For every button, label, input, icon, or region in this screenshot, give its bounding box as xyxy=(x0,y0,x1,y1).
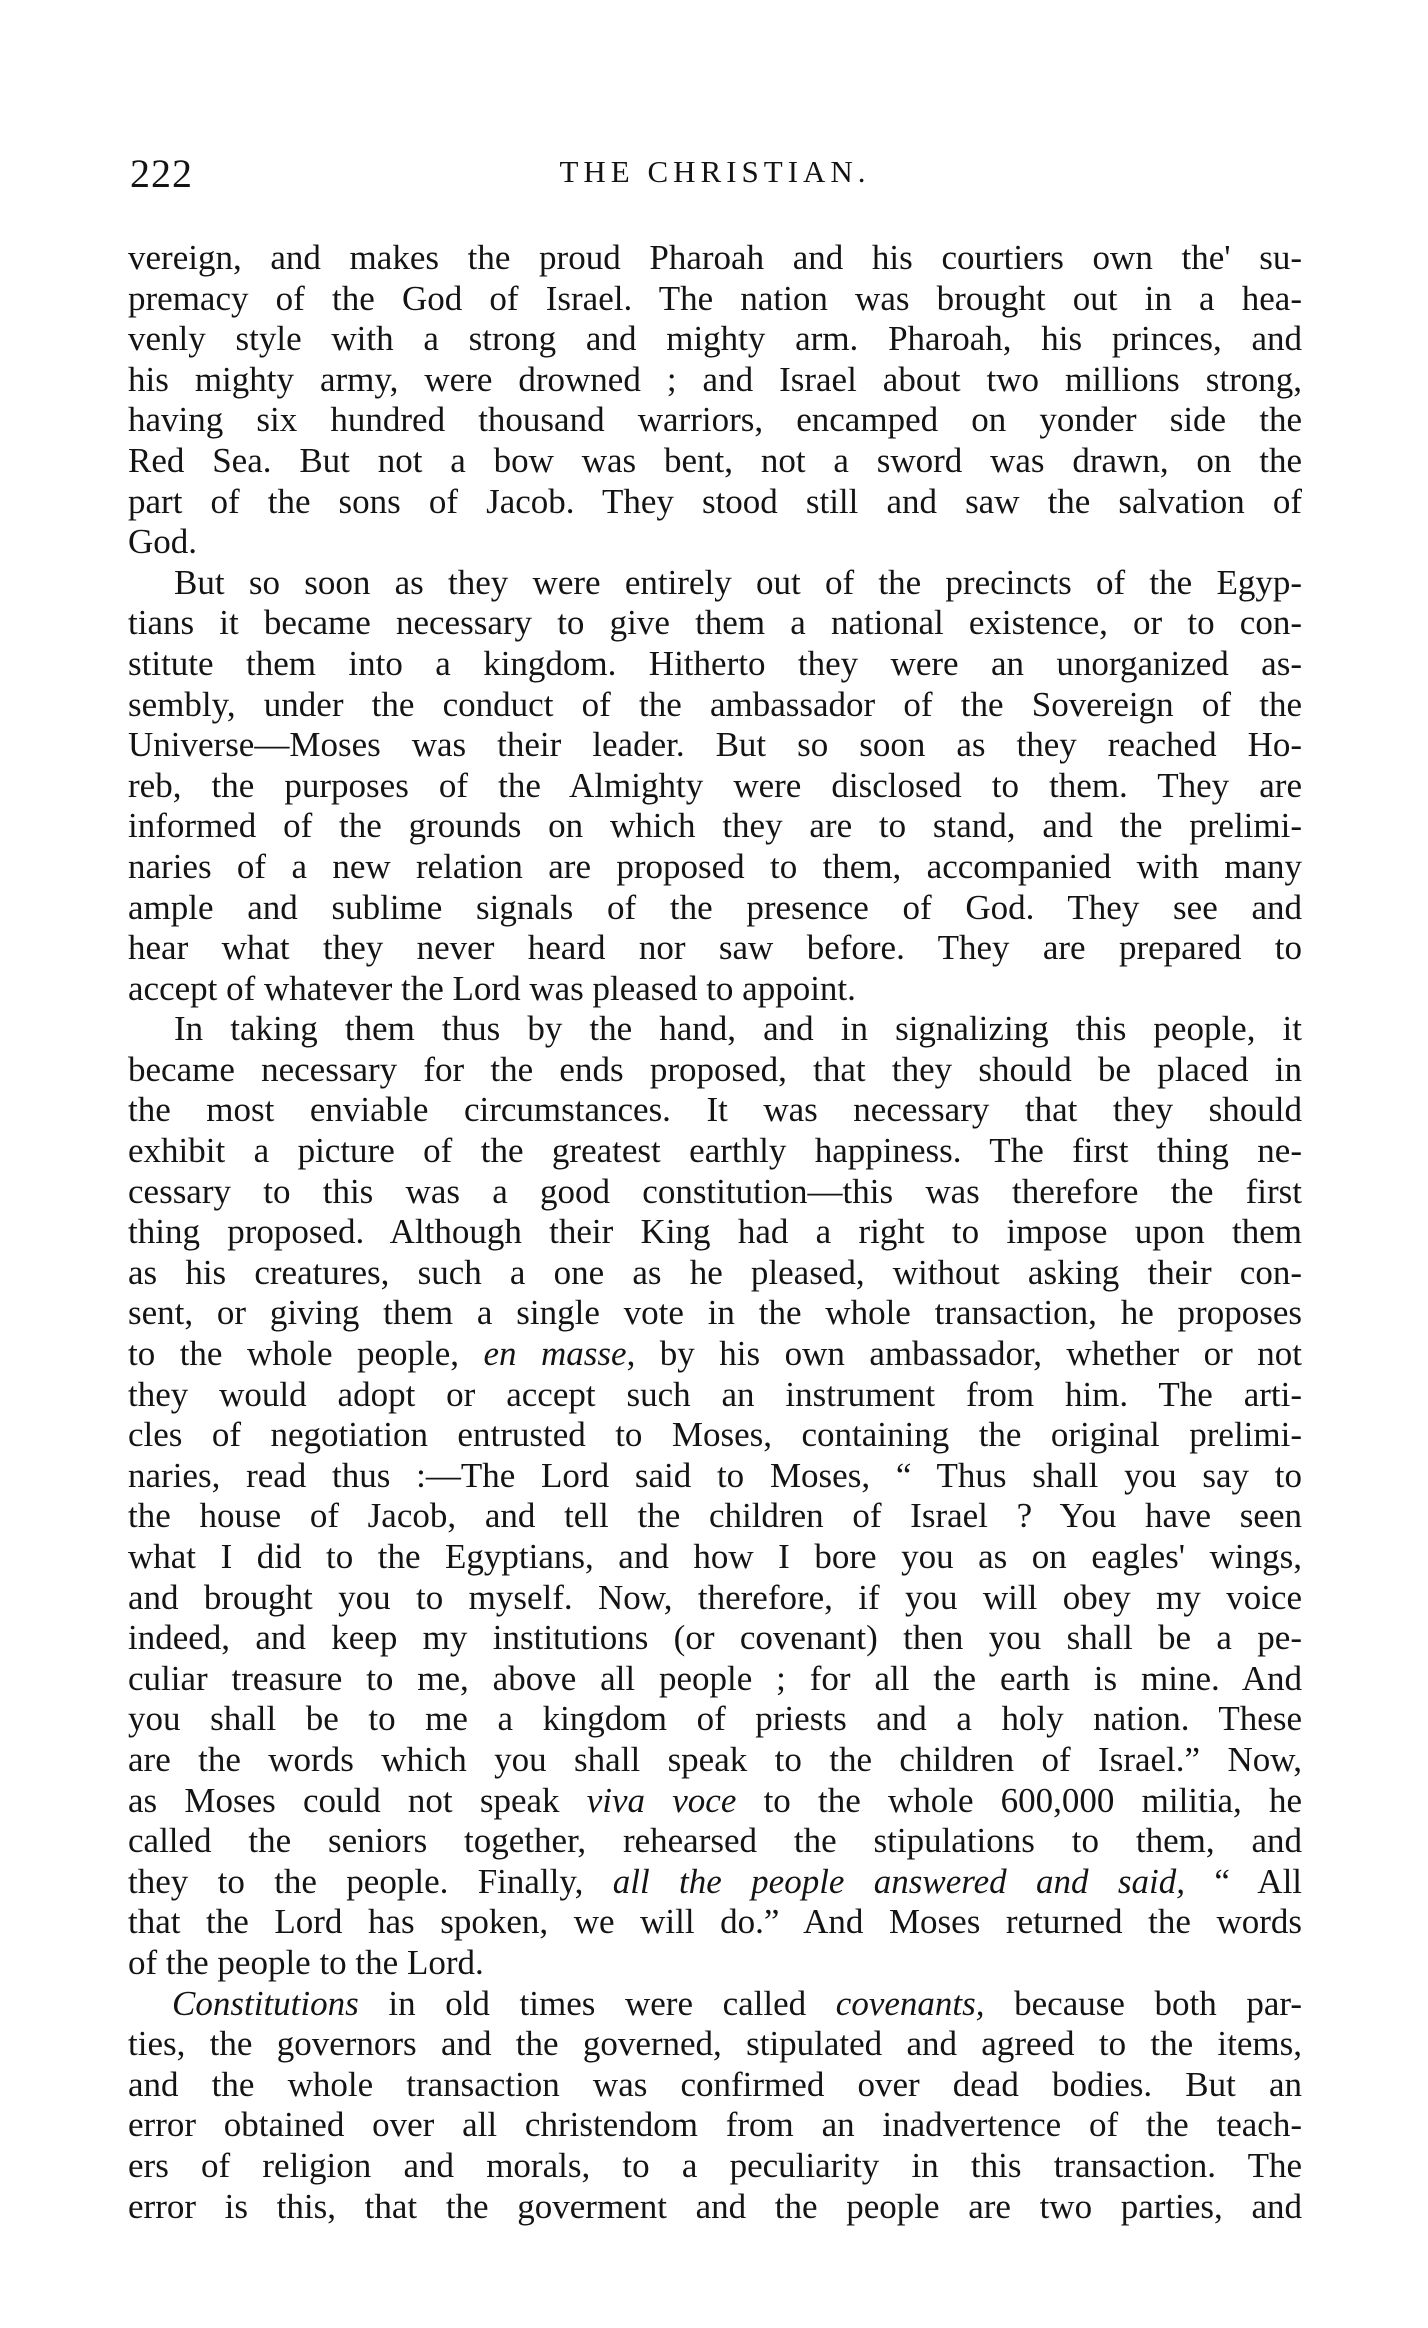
text-line: ties, the governors and the governed, stipulated and agreed to the items, xyxy=(128,2024,1302,2064)
text-line: hear what they never heard nor saw before. They are prepared to xyxy=(128,928,1302,968)
text-line: part of the sons of Jacob. They stood still and saw the salvation of xyxy=(128,481,1302,521)
italic-phrase: en masse xyxy=(483,1334,627,1374)
text-line: tians it became necessary to give them a national existence, or to con- xyxy=(128,603,1302,643)
text-line: reb, the purposes of the Almighty were disclosed to them. They are xyxy=(128,765,1302,805)
text-segment: as Moses could not speak xyxy=(128,1780,560,1820)
italic-phrase: viva voce xyxy=(586,1780,737,1820)
text-line: became necessary for the ends proposed, that they should be placed in xyxy=(128,1049,1302,1089)
text-line: venly style with a strong and mighty arm. Pharoah, his princes, and xyxy=(128,319,1302,359)
text-line: vereign, and makes the proud Pharoah and his courtiers own the' su- xyxy=(128,238,1302,277)
italic-phrase: Constitutions xyxy=(172,1983,359,2023)
page-number: 222 xyxy=(130,151,193,196)
text-line: ample and sublime signals of the presence of God. They see and xyxy=(128,887,1302,927)
text-line: you shall be to me a kingdom of priests and a holy nation. These xyxy=(128,1699,1302,1739)
text-line: error is this, that the goverment and the people are two parties, and xyxy=(128,2186,1302,2226)
text-line: called the seniors together, rehearsed the stipulations to them, and xyxy=(128,1821,1302,1861)
text-line: the house of Jacob, and tell the children of Israel ? You have seen xyxy=(128,1496,1302,1536)
body-text xyxy=(128,238,1302,2227)
text-line: God. xyxy=(128,522,198,562)
text-line: exhibit a picture of the greatest earthly happiness. The first thing ne- xyxy=(128,1131,1302,1171)
page-header xyxy=(130,150,1300,200)
text-segment: “ All xyxy=(1214,1861,1302,1901)
text-line: his mighty army, were drowned ; and Israel about two millions strong, xyxy=(128,359,1302,399)
italic-phrase: all the people answered and said, xyxy=(612,1861,1185,1901)
text-line: Universe—Moses was their leader. But so soon as they reached Ho- xyxy=(128,725,1302,765)
text-line: and the whole transaction was confirmed over dead bodies. But an xyxy=(128,2064,1302,2104)
text-line: stitute them into a kingdom. Hitherto they were an unorganized as- xyxy=(128,643,1302,683)
text-line: error obtained over all christendom from an inadvertence of the teach- xyxy=(128,2105,1302,2145)
text-line: as his creatures, such a one as he pleased, without asking their con- xyxy=(128,1252,1302,1292)
text-line: sembly, under the conduct of the ambassador of the Sovereign of the xyxy=(128,684,1302,724)
text-segment: to the whole people, xyxy=(128,1334,460,1374)
text-line xyxy=(128,1781,1302,1822)
text-line: are the words which you shall speak to the children of Israel.” Now, xyxy=(128,1739,1302,1779)
text-line: naries of a new relation are proposed to them, accompanied with many xyxy=(128,846,1302,886)
text-line: informed of the grounds on which they are to stand, and the prelimi- xyxy=(128,806,1302,846)
text-line: having six hundred thousand warriors, encamped on yonder side the xyxy=(128,400,1302,440)
text-line: Red Sea. But not a bow was bent, not a sword was drawn, on the xyxy=(128,440,1302,480)
text-line: cles of negotiation entrusted to Moses, containing the original prelimi- xyxy=(128,1415,1302,1455)
text-line: they would adopt or accept such an instrument from him. The arti- xyxy=(128,1374,1302,1414)
text-line: In taking them thus by the hand, and in signalizing this people, it xyxy=(174,1009,1302,1049)
text-line xyxy=(128,1334,1302,1375)
italic-phrase: covenants, xyxy=(835,1983,985,2023)
text-line: that the Lord has spoken, we will do.” And Moses returned the words xyxy=(128,1902,1302,1942)
text-line: premacy of the God of Israel. The nation was brought out in a hea- xyxy=(128,278,1302,318)
text-line: But so soon as they were entirely out of the precincts of the Egyp- xyxy=(174,562,1302,602)
text-segment: , by his own ambassador, whether or not xyxy=(626,1334,1302,1374)
text-segment: they to the people. Finally, xyxy=(128,1861,584,1901)
text-line: and brought you to myself. Now, therefore, if you will obey my voice xyxy=(128,1577,1302,1617)
text-line: sent, or giving them a single vote in the whole transaction, he proposes xyxy=(128,1293,1302,1333)
text-segment: because both par- xyxy=(1014,1983,1302,2023)
text-segment: to the whole 600,000 militia, he xyxy=(763,1780,1302,1820)
text-line: culiar treasure to me, above all people ; for all the earth is mine. And xyxy=(128,1658,1302,1698)
running-title: THE CHRISTIAN. xyxy=(559,154,871,189)
text-line: naries, read thus :—The Lord said to Moses, “ Thus shall you say to xyxy=(128,1455,1302,1495)
text-line xyxy=(128,1984,1302,2025)
text-line: the most enviable circumstances. It was necessary that they should xyxy=(128,1090,1302,1130)
text-segment: in old times were called xyxy=(388,1983,807,2023)
text-line: indeed, and keep my institutions (or covenant) then you shall be a pe- xyxy=(128,1618,1302,1658)
text-line: cessary to this was a good constitution—this was therefore the first xyxy=(128,1171,1302,1211)
text-line: of the people to the Lord. xyxy=(128,1942,484,1982)
text-line: what I did to the Egyptians, and how I bore you as on eagles' wings, xyxy=(128,1537,1302,1576)
text-line: ers of religion and morals, to a peculiarity in this transaction. The xyxy=(128,2145,1302,2185)
text-line: accept of whatever the Lord was pleased to appoint. xyxy=(128,968,856,1008)
text-line xyxy=(128,1862,1302,1903)
text-line: thing proposed. Although their King had a right to impose upon them xyxy=(128,1212,1302,1252)
